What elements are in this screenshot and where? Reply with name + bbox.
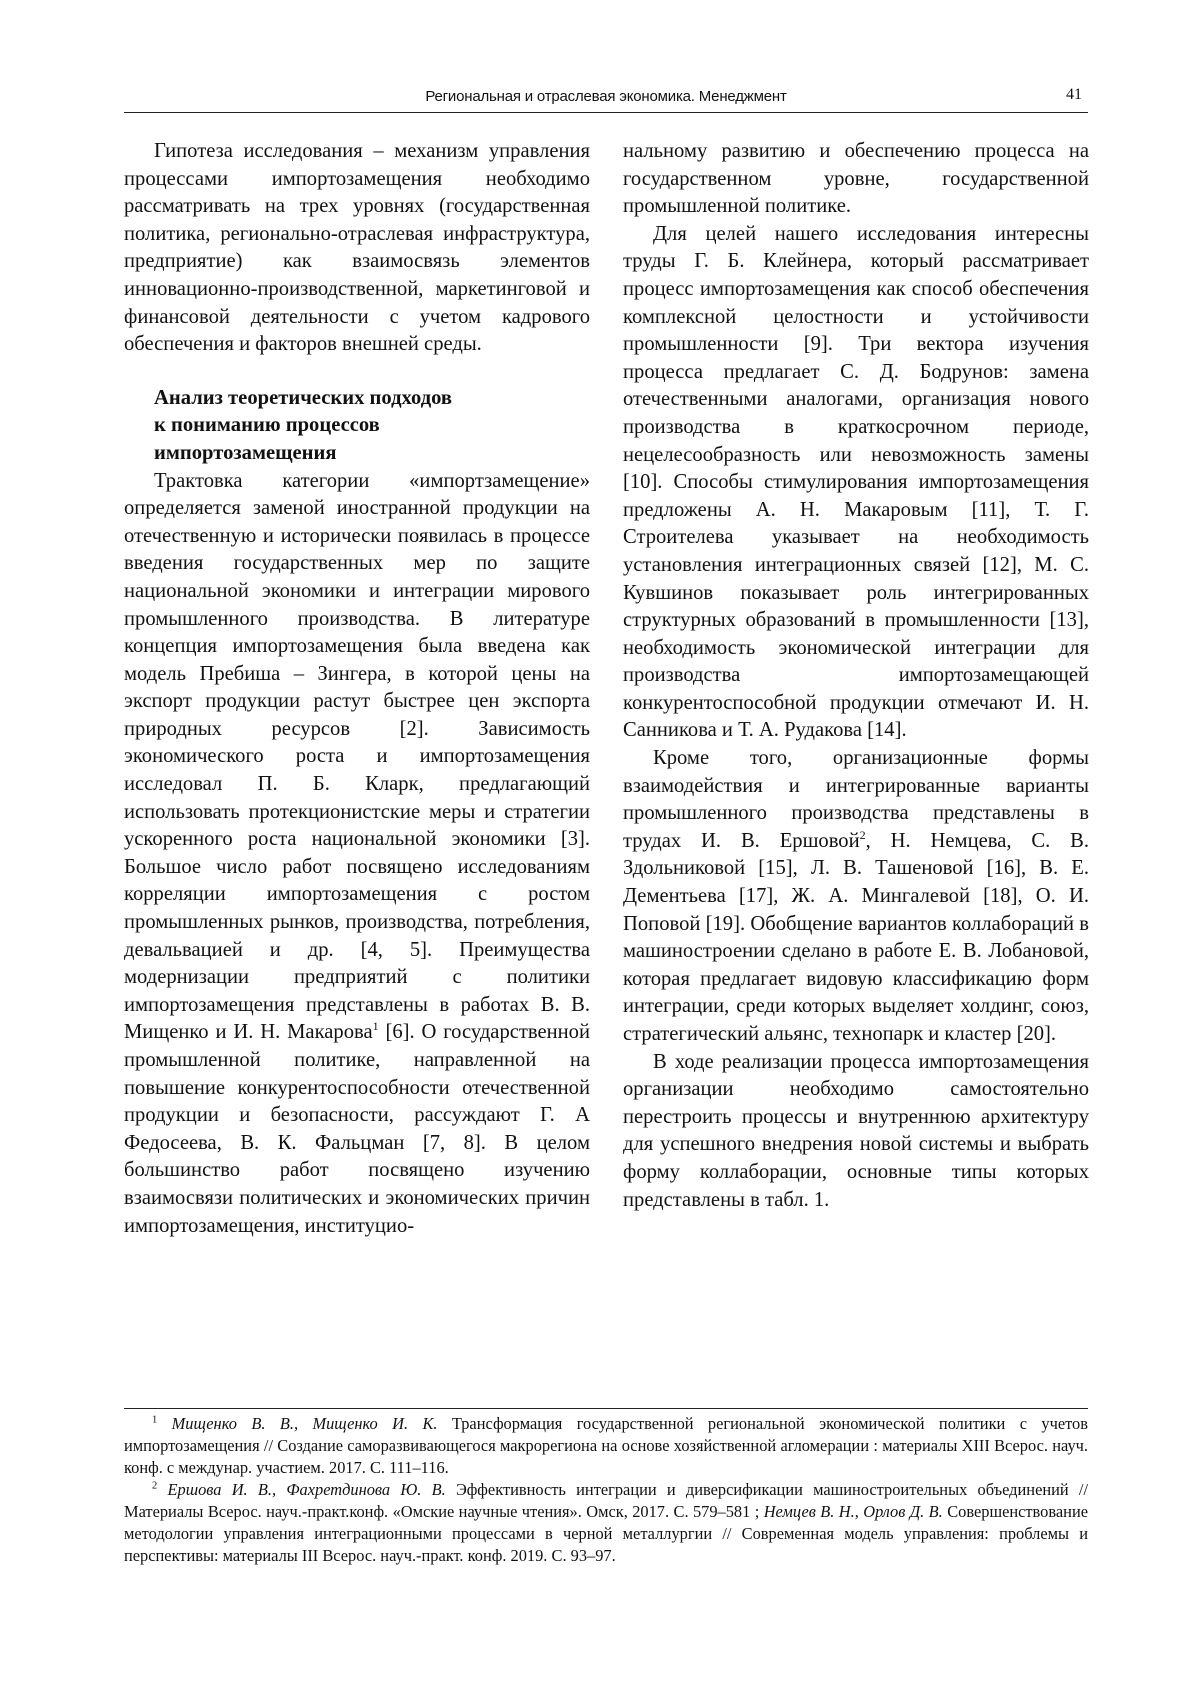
footnote-divider (124, 1408, 1088, 1409)
paragraph-text: Трактовка категории «импортзамещение» определяется заменой иностранной продукции на отечественную и исторически появилась в процессе введения государственных мер по защите национальной экономики и интеграции мирового промышленного производства. В литературе концепция импортозамещения была введена как модель Пребиша – Зингера, в которой цены на экспорт продукции растут быстрее цен экспорта природных ресурсов [2]. Зависимость экономического роста и импортозамещения исследовал П. Б. Кларк, предлагающий использовать протекционистские меры и стратегии ускоренного роста национальной экономики [3]. Большое число работ посвящено исследованиям корреляции импортозамещения с ростом промышленных рынков, производства, потребления, девальвацией и др. [4, 5]. Преимущества модернизации предприятий с политики импортозамещения представлены в работах В. В. Мищенко и И. Н. Макарова (124, 469, 590, 1044)
kleiner-paragraph: Для целей нашего исследования интересны труды Г. Б. Клейнера, который рассматривает процесс импортозамещения как способ обеспечения комплексной целостности и устойчивости промышленности [9]. Три вектора изучения процесса предлагает С. Д. Бодрунов: замена отечественными аналогами, организация нового производства в краткосрочном периоде, нецелесообразность или невозможность замены [10]. Способы стимулирования импортозамещения предложены А. Н. Макаровым [11], Т. Г. Строителева указывает на необходимость установления интеграционных связей [12], М. С. Кувшинов показывает роль интегрированных структурных образований в промышленности [13], необходимость экономической интеграции для производства импортозамещающей конкурентоспособной продукции отмечают И. Н. Санникова и Т. А. Рудакова [14]. (623, 222, 1089, 742)
paragraph-text: Кроме того, организационные формы взаимодействия и интегрированные варианты промышленного производства представлены в трудах И. В. Ершовой (623, 747, 1089, 852)
footnote-mark: 2 (152, 1480, 158, 1492)
running-title: Региональная и отраслевая экономика. Менеджмент (425, 88, 787, 105)
footnote-authors: Ершова И. В., Фахретдинова Ю. В. (167, 1480, 446, 1499)
footnotes (124, 1413, 1088, 1567)
footnote-text: Трансформация государственной региональной экономической политики с учетов импортозамещения // Создание саморазвивающегося макрорегиона на основе хозяйственной агломерации : материалы XIII Всерос. науч. конф. с междунар. участием. 2017. С. 111–116. (124, 1414, 1088, 1477)
paragraph-text-continued: , Н. Немцева, С. В. Здольниковой [15], Л. В. Ташеновой [16], В. Е. Дементьева [17], Ж. А. Мингалевой [18], О. И. Поповой [19]. Обобщение вариантов коллабораций в машиностроении сделано в работе Е. В. Лобановой, которая предлагает видовую классификацию форм интеграции, среди которых выделяет холдинг, союз, стратегический альянс, технопарк и кластер [20]. (623, 829, 1089, 1045)
section-heading (124, 385, 590, 468)
footnote-2 (124, 1479, 1088, 1567)
organizational-forms-paragraph (623, 745, 1089, 1049)
footnote-authors-second: Немцев В. Н., Орлов Д. В. (763, 1502, 943, 1521)
section-heading-line-2: к пониманию процессов (154, 414, 380, 437)
footnote-authors: Мищенко В. В., Мищенко И. К. (171, 1414, 438, 1433)
footnote-1 (124, 1413, 1088, 1479)
section-heading-line-1: Анализ теоретических подходов (154, 386, 453, 409)
footnote-mark: 1 (152, 1414, 158, 1426)
section-heading-line-3: импортозамещения (154, 441, 337, 464)
continued-paragraph: нальному развитию и обеспечению процесса на государственном уровне, государственной промышленной политике. (623, 140, 1089, 218)
left-column (124, 138, 590, 1240)
import-substitution-paragraph (124, 468, 590, 1241)
implementation-paragraph: В ходе реализации процесса импортозамещения организации необходимо самостоятельно перестроить процессы и внутреннюю архитектуру для успешного внедрения новой системы и выбрать форму коллаборации, основные типы которых представлены в табл. 1. (623, 1050, 1089, 1211)
right-column (623, 138, 1089, 1214)
paragraph-text-continued: [6]. О государственной промышленной политике, направленной на повышение конкурентоспособности отечественной продукции и безопасности, рассуждают Г. А Федосеева, В. К. Фальцман [7, 8]. В целом большинство работ посвящено изучению взаимосвязи политических и экономических причин импортозамещения, институцио- (124, 1021, 590, 1237)
running-header (124, 86, 1088, 113)
footnote-text: Эффективность интеграции и диверсификации машиностроительных объединений // Материалы Всерос. науч.-практ.конф. «Омские научные чтения». Омск, 2017. С. 579–581 ; (124, 1480, 1089, 1521)
page-number: 41 (1066, 86, 1082, 103)
footnote-ref-1: 1 (372, 1019, 379, 1034)
hypothesis-paragraph: Гипотеза исследования – механизм управления процессами импортозамещения необходимо рассматривать на трех уровнях (государственная политика, регионально-отраслевая инфраструктура, предприятие) как взаимосвязь элементов инновационно-производственной, маркетинговой и финансовой деятельности с учетом кадрового обеспечения и факторов внешней среды. (124, 140, 590, 356)
footnote-ref-2: 2 (859, 827, 866, 842)
footnote-text-second: Совершенствование методологии управления интеграционными процессами в черной металлургии // Современная модель управления: проблемы и перспективы: материалы III Всерос. науч.-практ. конф. 2019. С. 93–97. (124, 1502, 1088, 1565)
